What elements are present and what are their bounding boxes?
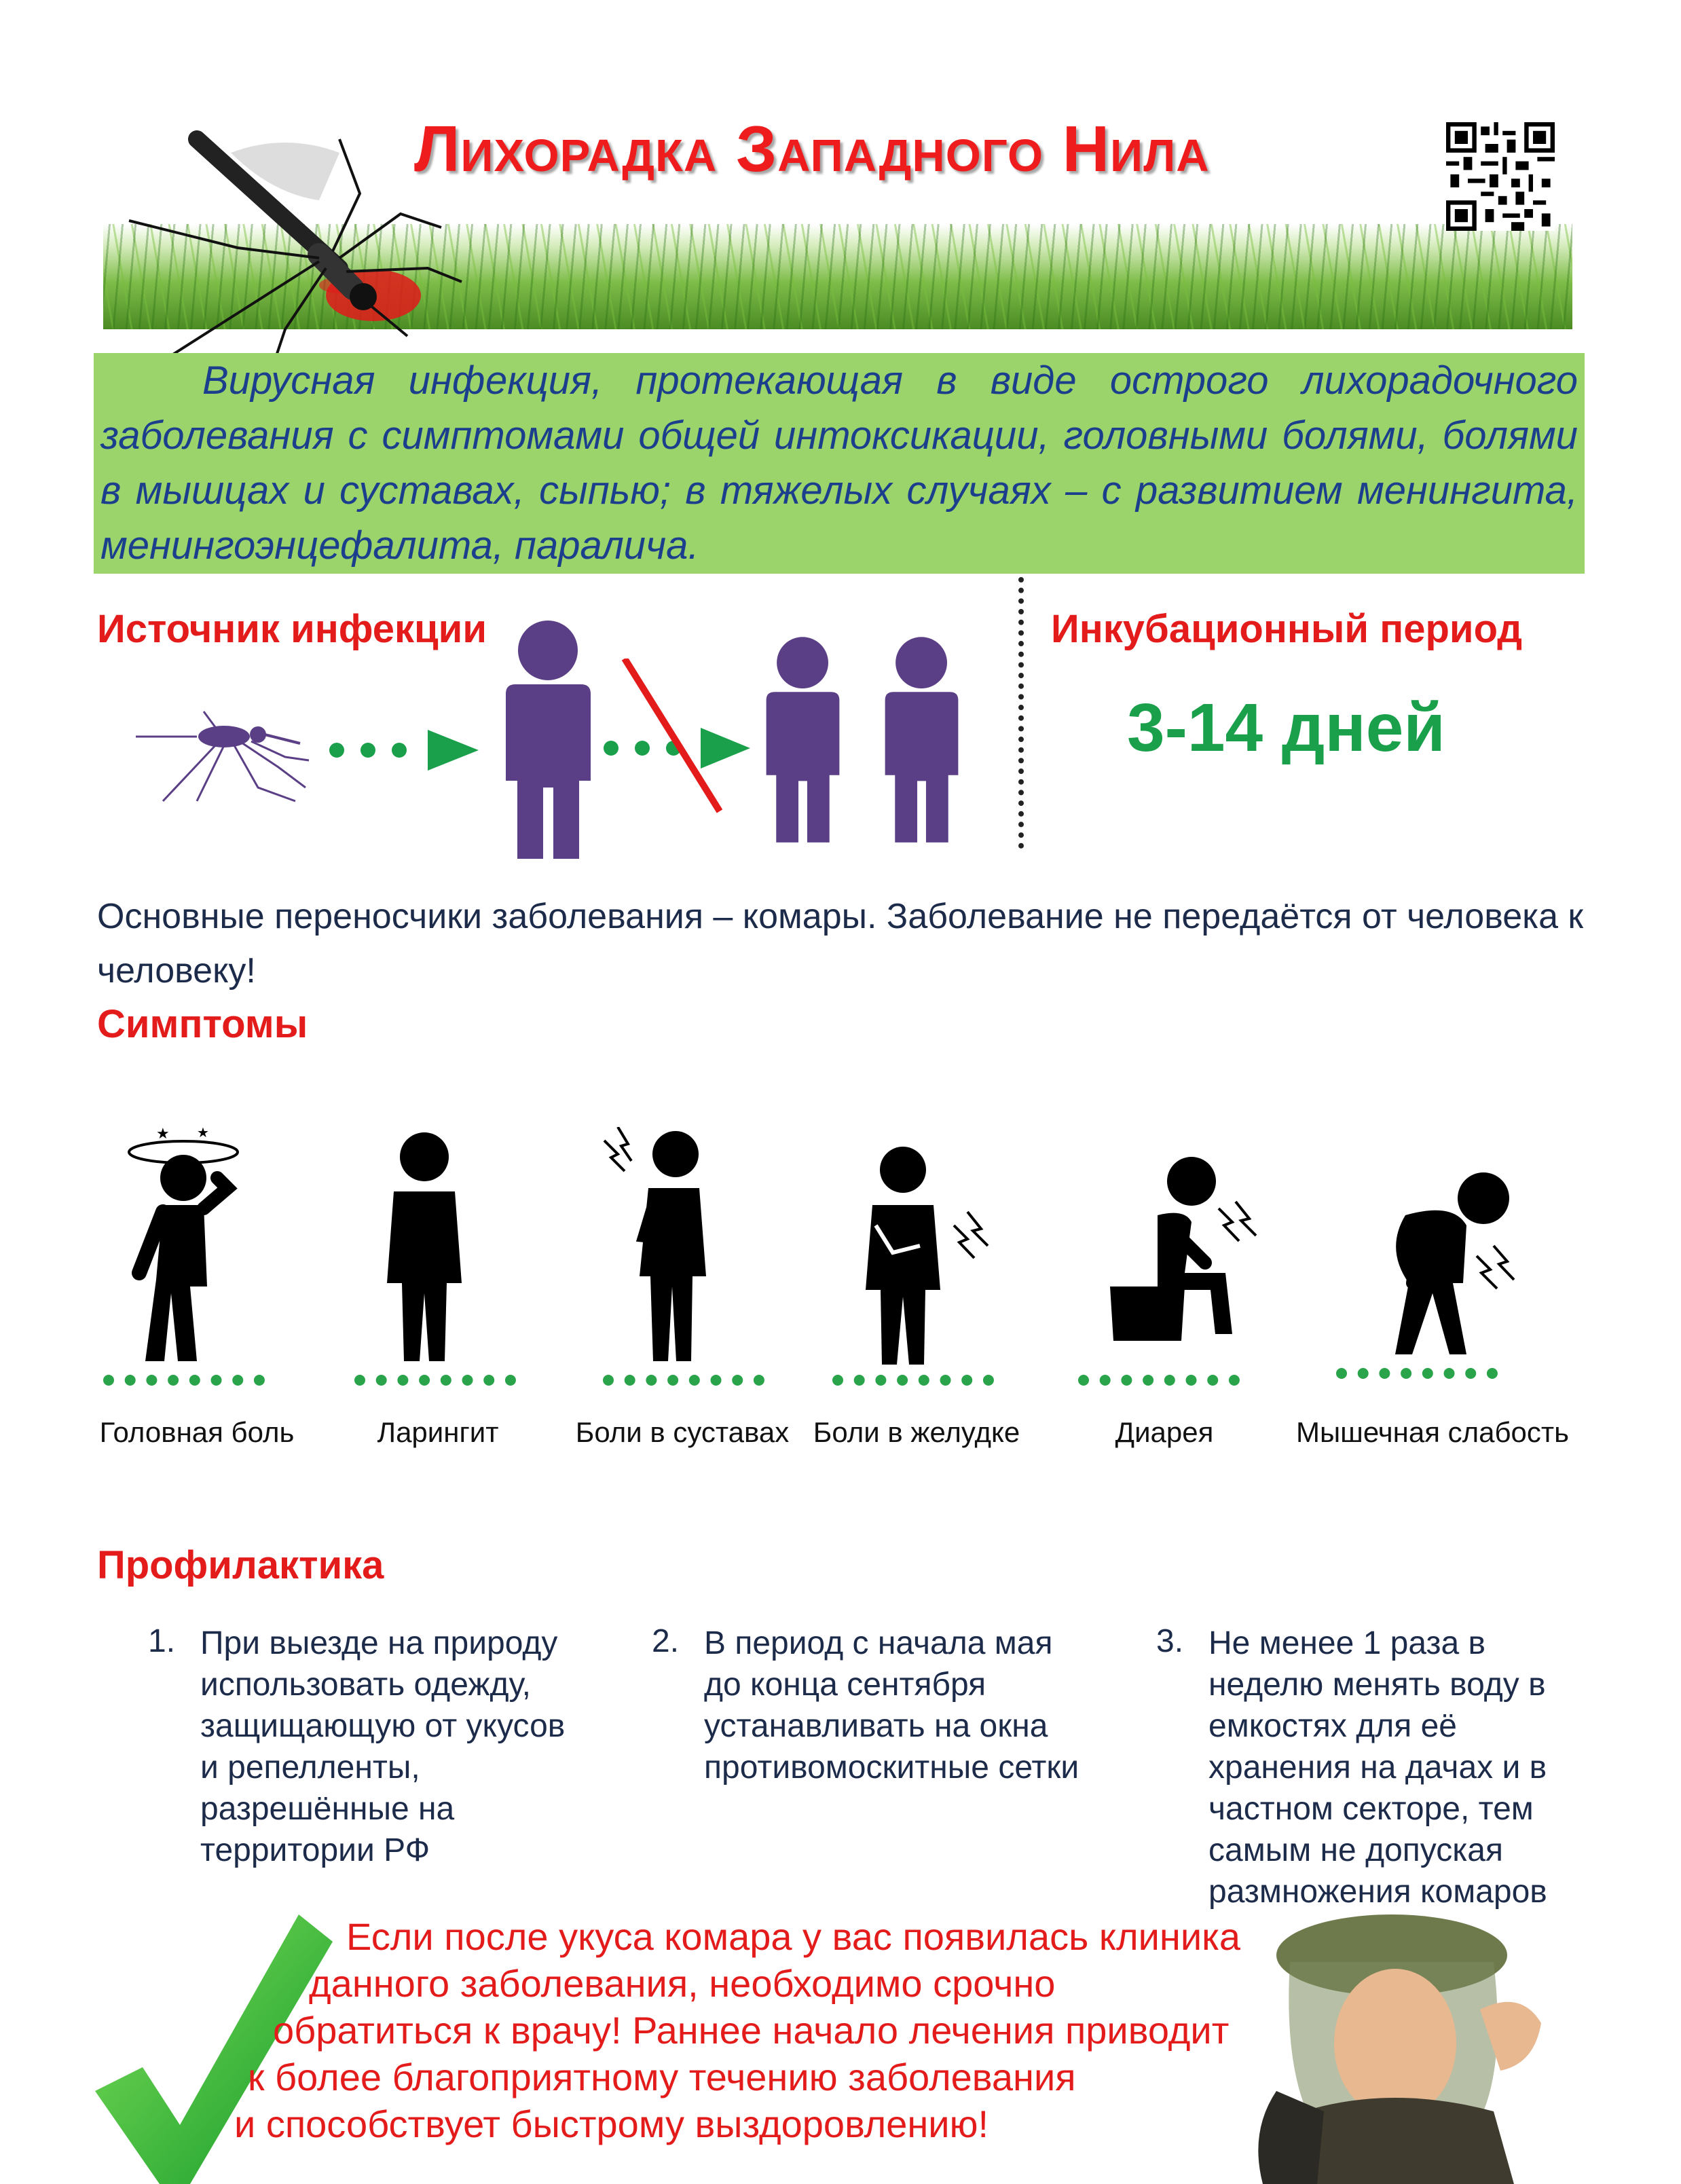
symptom-label: Мышечная слабость: [1295, 1416, 1570, 1448]
page-title: Лихорадка Западного Нила: [414, 113, 1210, 185]
symptom-label: Головная боль: [99, 1416, 295, 1448]
section-divider: [1018, 577, 1024, 849]
symptom-label: Ларингит: [377, 1416, 499, 1448]
symptom-label: Диарея: [1115, 1416, 1214, 1448]
prevention-number: 1.: [148, 1623, 176, 1659]
blocked-arrow-icon: [597, 659, 760, 821]
symptom-underline: [832, 1375, 994, 1396]
warning-line: Если после укуса комара у вас появилась клиника: [346, 1915, 1240, 1958]
prevention-item: Не менее 1 раза в неделю менять воду в емкостях для её хранения на дачах и в частном секторе, тем самым не допуская размножения комаров: [1208, 1625, 1547, 1910]
infected-person-icon: [499, 618, 597, 862]
muscle-weakness-icon: [1365, 1168, 1528, 1358]
symptom-label: Боли в суставах: [575, 1416, 790, 1448]
stomach-pain-icon: [852, 1144, 1001, 1368]
prevention-number: 3.: [1156, 1623, 1184, 1659]
source-heading: Источник инфекции: [97, 607, 487, 651]
person-with-mosquito-net-icon: [1222, 1908, 1575, 2184]
prevention-item: При выезде на природу использовать одежду, защищающую от укусов и репелленты, разрешённые на территории РФ: [200, 1625, 566, 1868]
symptom-underline: [603, 1375, 764, 1396]
symptom-underline: [103, 1375, 265, 1396]
symptom-underline: [354, 1375, 516, 1396]
symptom-label: Боли в желудке: [813, 1416, 1020, 1448]
arrow-icon: [326, 726, 482, 774]
prevention-heading: Профилактика: [97, 1543, 384, 1587]
symptoms-heading: Симптомы: [97, 1002, 308, 1046]
symptom-underline: [1078, 1375, 1240, 1396]
svg-text:★: ★: [156, 1126, 170, 1143]
incubation-value: 3-14 дней: [1127, 690, 1445, 766]
diarrhea-icon: [1103, 1154, 1266, 1344]
intro-text: Вирусная инфекция, протекающая в виде острого лихорадочного заболевания с симптомами общей интоксикации, головными болями, болями в мышцах и суставах, сыпью; в тяжелых случаях – с развитием менингита, менингоэнцефалита, паралича.: [100, 358, 1578, 568]
mosquito-small-icon: [122, 706, 312, 808]
carriers-text: Основные переносчики заболевания – комары. Заболевание не передаётся от человека к человеку!: [97, 897, 1584, 991]
qr-code-icon: [1446, 122, 1555, 231]
headache-icon: [115, 1124, 251, 1368]
warning-line: обратиться к врачу! Раннее начало лечения приводит: [273, 2009, 1230, 2052]
warning-line: и способствует быстрому выздоровлению!: [234, 2103, 989, 2145]
healthy-person-icon: [879, 618, 964, 862]
symptom-underline: [1336, 1368, 1498, 1390]
prevention-number: 2.: [652, 1623, 680, 1659]
prevention-item: В период с начала мая до конца сентября устанавливать на окна противомоскитные сетки: [704, 1625, 1079, 1785]
healthy-person-icon: [760, 618, 845, 862]
laryngitis-icon: [367, 1127, 482, 1365]
incubation-heading: Инкубационный период: [1051, 607, 1523, 651]
joint-pain-icon: [597, 1127, 726, 1365]
warning-line: данного заболевания, необходимо срочно: [309, 1962, 1056, 2005]
svg-text:★: ★: [197, 1124, 209, 1141]
warning-line: к более благоприятному течению заболевания: [248, 2056, 1076, 2098]
